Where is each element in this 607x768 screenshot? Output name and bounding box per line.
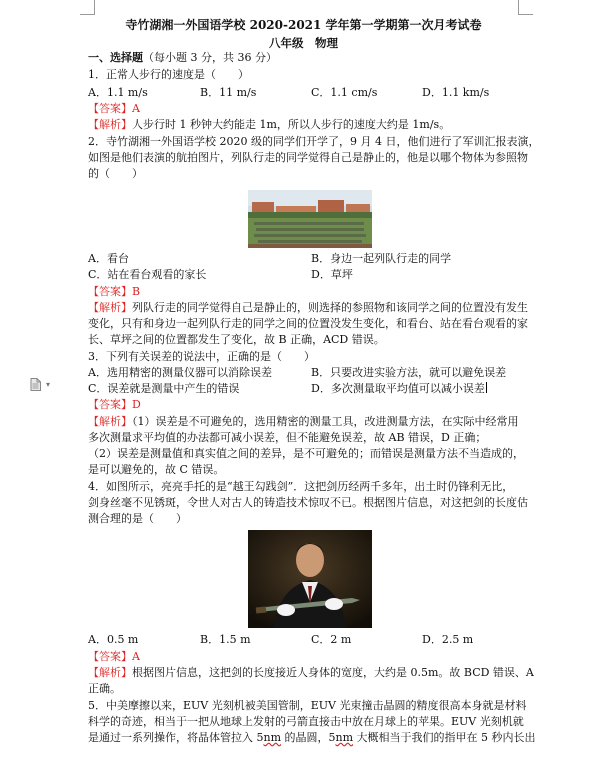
- exam-title: 寺竹湖湘一外国语学校 2020-2021 学年第一学期第一次月考试卷: [125, 18, 482, 32]
- q4-option-d: D．2.5 m: [422, 633, 474, 646]
- q1-option-a: A．1.1 m/s: [88, 86, 148, 99]
- page-corner-mark-left: [80, 0, 95, 15]
- analysis-text: 根据图片信息，这把剑的长度接近人身体的宽度，大约是 0.5m。故 BCD 错误、A: [132, 666, 534, 679]
- section-heading: [88, 51, 277, 65]
- q3-analysis-line-4: 是可以避免的，故 C 错误。: [88, 463, 225, 476]
- q5-unit-nm: nm: [335, 731, 354, 744]
- q3-analysis-line-2: 多次测量求平均值的办法都可减小误差，但不能避免误差，故 AB 错误，D 正确；: [88, 431, 487, 444]
- q4-option-a: A．0.5 m: [88, 633, 139, 646]
- q1-answer: [88, 102, 140, 116]
- q1-stem: 1．正常人步行的速度是（ ）: [88, 68, 249, 81]
- analysis-tag: 【解析】: [88, 118, 132, 131]
- q2-option-d: D．草坪: [311, 268, 353, 281]
- q1-analysis: [88, 118, 450, 132]
- q5-text-part: 是通过一系列操作，将晶体管拉入 5: [88, 731, 264, 744]
- sword-holder-photo: [248, 530, 372, 628]
- analysis-tag: 【解析】: [88, 415, 132, 428]
- q5-text-part: 大概相当于我们的指甲在 5 秒内长出: [353, 731, 536, 744]
- q2-analysis-line-1: [88, 301, 528, 315]
- q3-option-d[interactable]: [311, 382, 487, 396]
- q5-text-part: 的晶圆，5: [281, 731, 336, 744]
- q4-stem-line-2: 剑身丝毫不见锈斑，令世人对古人的铸造技术惊叹不已。根据图片信息，对这把剑的长度估: [88, 496, 528, 509]
- aerial-parade-photo: [248, 190, 372, 248]
- analysis-text: 列队行走的同学觉得自己是静止的，则选择的参照物和该同学之间的位置没有发生: [132, 301, 528, 314]
- q3-analysis-line-3: （2）误差是测量值和真实值之间的差异，是不可避免的；而错误是测量方法不当造成的，: [88, 447, 524, 460]
- exam-subtitle: 八年级 物理: [269, 36, 338, 50]
- answer-value: A: [132, 102, 140, 115]
- q3-analysis-line-1: [88, 415, 519, 429]
- q2-analysis-line-3: 长、草坪之间的位置都发生了变化，故 B 正确，ACD 错误。: [88, 333, 385, 346]
- margin-dropdown-icon[interactable]: ▾: [46, 380, 51, 389]
- answer-tag: 【答案】: [88, 650, 132, 663]
- q4-option-c: C．2 m: [311, 633, 352, 646]
- analysis-tag: 【解析】: [88, 666, 132, 679]
- q3-option-a: A．选用精密的测量仪器可以消除误差: [88, 366, 272, 379]
- q2-analysis-line-2: 变化，只有和身边一起列队行走的同学之间的位置没发生变化，和看台、站在看台观看的家: [88, 317, 528, 330]
- q4-answer: [88, 650, 140, 664]
- section-note: （每小题 3 分，共 36 分）: [143, 51, 277, 64]
- q5-stem-line-1: 5．中美摩擦以来，EUV 光刻机被美国管制，EUV 光束撞击晶圆的精度很高本身就是材料: [88, 699, 527, 712]
- q5-stem-line-2: 科学的奇迹，相当于一把从地球上发射的弓箭直接击中放在月球上的苹果。EUV 光刻机就: [88, 715, 524, 728]
- page-corner-mark-right: [518, 0, 533, 15]
- q3-option-d-text: D．多次测量取平均值可以减小误差: [311, 382, 485, 395]
- analysis-tag: 【解析】: [88, 301, 132, 314]
- q1-option-b: B．11 m/s: [200, 86, 257, 99]
- q4-analysis-line-2: 正确。: [88, 682, 121, 695]
- q5-unit-nm: nm: [263, 731, 282, 744]
- analysis-text: （1）误差是不可避免的，选用精密的测量工具，改进测量方法，在实际中经常用: [132, 415, 519, 428]
- answer-value: A: [132, 650, 140, 663]
- q3-option-c: C．误差就是测量中产生的错误: [88, 382, 240, 395]
- q1-option-d: D．1.1 km/s: [422, 86, 490, 99]
- q4-option-b: B．1.5 m: [200, 633, 251, 646]
- document-margin-icon[interactable]: [30, 378, 41, 391]
- q5-stem-line-3: [88, 731, 536, 745]
- q3-stem: 3．下列有关误差的说法中，正确的是（ ）: [88, 350, 315, 363]
- analysis-text: 人步行时 1 秒钟大约能走 1m，所以人步行的速度大约是 1m/s。: [132, 118, 451, 131]
- answer-tag: 【答案】: [88, 285, 132, 298]
- q2-stem-line-3: 的（ ）: [88, 167, 143, 180]
- answer-value: D: [132, 398, 141, 411]
- q1-option-c: C．1.1 cm/s: [311, 86, 378, 99]
- q2-answer: [88, 285, 140, 299]
- q2-option-b: B．身边一起列队行走的同学: [311, 252, 452, 265]
- q4-stem-line-3: 测合理的是（ ）: [88, 512, 187, 525]
- q2-stem-line-1: 2．寺竹湖湘一外国语学校 2020 级的同学们开学了，9 月 4 日，他们进行了军训汇报表演，: [88, 135, 540, 148]
- q2-option-a: A．看台: [88, 252, 129, 265]
- answer-value: B: [132, 285, 141, 298]
- section-title: 一、选择题: [88, 51, 143, 64]
- q4-analysis-line-1: [88, 666, 534, 680]
- q2-stem-line-2: 如图是他们表演的航拍图片，列队行走的同学觉得自己是静止的，他是以哪个物体为参照物: [88, 151, 528, 164]
- q4-stem-line-1: 4．如图所示，亮亮手托的是“越王勾践剑”．这把剑历经两千多年，出土时仍锋利无比，: [88, 480, 514, 493]
- answer-tag: 【答案】: [88, 398, 132, 411]
- text-cursor: [486, 382, 487, 393]
- q3-option-b: B．只要改进实验方法，就可以避免误差: [311, 366, 507, 379]
- answer-tag: 【答案】: [88, 102, 132, 115]
- q2-option-c: C．站在看台观看的家长: [88, 268, 207, 281]
- q3-answer: [88, 398, 141, 412]
